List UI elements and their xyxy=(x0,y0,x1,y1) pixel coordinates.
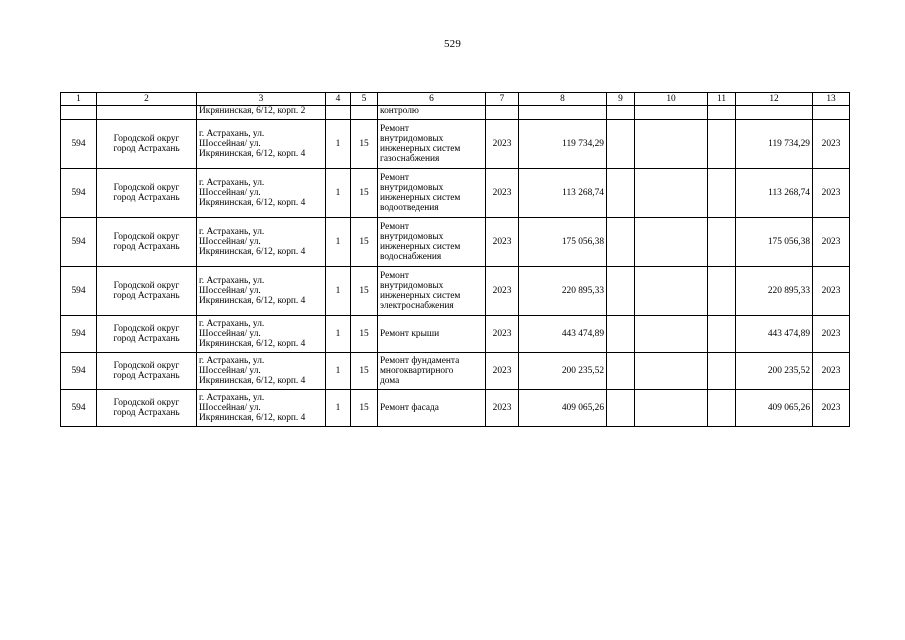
row-year-end: 2023 xyxy=(813,316,850,353)
row-cost-total: 200 235,52 xyxy=(736,353,813,390)
row-cost: 113 268,74 xyxy=(519,169,607,218)
row-col4: 1 xyxy=(326,316,351,353)
row-municipality xyxy=(97,316,197,353)
row-col9 xyxy=(607,267,635,316)
address-line: Шоссейная/ ул. xyxy=(199,138,261,149)
address-line: Шоссейная/ ул. xyxy=(199,365,261,376)
address-line: Икрянинская, 6/12, корп. 4 xyxy=(199,198,306,209)
row-col5: 15 xyxy=(351,353,378,390)
work-type-line: внутридомовых xyxy=(380,182,444,193)
address-line: г. Астрахань, ул. xyxy=(199,318,265,329)
work-type-line: многоквартирного xyxy=(380,365,454,376)
work-type-line: Ремонт xyxy=(380,123,409,134)
table-row xyxy=(61,353,850,390)
address-line: Икрянинская, 6/12, корп. 4 xyxy=(199,296,306,307)
row-id: 594 xyxy=(61,120,97,169)
row-col10 xyxy=(635,169,708,218)
work-type-line: внутридомовых xyxy=(380,280,444,291)
row-address xyxy=(197,390,326,427)
row-id: 594 xyxy=(61,316,97,353)
municipality-line: город Астрахань xyxy=(113,371,180,381)
column-number-5: 5 xyxy=(351,93,378,106)
row-work-type xyxy=(378,218,486,267)
row-col9 xyxy=(607,120,635,169)
table-row xyxy=(61,218,850,267)
row-year-end: 2023 xyxy=(813,267,850,316)
column-number-row xyxy=(61,93,850,106)
address-line: Икрянинская, 6/12, корп. 4 xyxy=(199,247,306,258)
work-type-line: Ремонт xyxy=(380,221,409,232)
row-id: 594 xyxy=(61,218,97,267)
row-cost-total: 175 056,38 xyxy=(736,218,813,267)
page-number: 529 xyxy=(443,38,462,50)
address-line: Икрянинская, 6/12, корп. 4 xyxy=(199,413,306,424)
column-number-9: 9 xyxy=(607,93,635,106)
row-col10 xyxy=(635,218,708,267)
address-line: Шоссейная/ ул. xyxy=(199,328,261,339)
row-year: 2023 xyxy=(486,267,519,316)
municipality-line: Городской округ xyxy=(113,280,180,291)
row-col10 xyxy=(635,353,708,390)
row-municipality xyxy=(97,353,197,390)
column-number-13: 13 xyxy=(813,93,850,106)
municipality-line: Городской округ xyxy=(113,360,180,371)
row-year: 2023 xyxy=(486,218,519,267)
row-cost-total: 113 268,74 xyxy=(736,169,813,218)
row-col11 xyxy=(708,390,736,427)
row-year-end: 2023 xyxy=(813,218,850,267)
table-row xyxy=(61,390,850,427)
row-year: 2023 xyxy=(486,390,519,427)
work-type-line: инженерных систем xyxy=(380,242,461,252)
row-col5: 15 xyxy=(351,316,378,353)
row-year-end: 2023 xyxy=(813,169,850,218)
row-year: 2023 xyxy=(486,169,519,218)
municipality-line: Городской округ xyxy=(113,397,180,408)
row-cost: 119 734,29 xyxy=(519,120,607,169)
municipality-line: Городской округ xyxy=(113,133,180,144)
table-row xyxy=(61,169,850,218)
row-year: 2023 xyxy=(486,316,519,353)
row-cost-total: 443 474,89 xyxy=(736,316,813,353)
work-type-line: водоотведения xyxy=(380,203,439,214)
row-col4: 1 xyxy=(326,267,351,316)
row-cost-total: 119 734,29 xyxy=(736,120,813,169)
column-number-11: 11 xyxy=(708,93,736,106)
municipality-line: город Астрахань xyxy=(113,242,180,252)
column-number-1: 1 xyxy=(61,93,97,106)
row-col4: 1 xyxy=(326,218,351,267)
address-line: г. Астрахань, ул. xyxy=(199,355,265,366)
row-col11 xyxy=(708,316,736,353)
row-col11 xyxy=(708,218,736,267)
row-col5: 15 xyxy=(351,390,378,427)
column-number-10: 10 xyxy=(635,93,708,106)
row-cost: 175 056,38 xyxy=(519,218,607,267)
work-type-line: инженерных систем xyxy=(380,291,461,301)
row-col9 xyxy=(607,218,635,267)
column-number-4: 4 xyxy=(326,93,351,106)
table-row xyxy=(61,267,850,316)
address-line: г. Астрахань, ул. xyxy=(199,177,265,188)
address-line: Икрянинская, 6/12, корп. 4 xyxy=(199,376,306,387)
row-col9 xyxy=(607,353,635,390)
row-municipality xyxy=(97,267,197,316)
row-id: 594 xyxy=(61,390,97,427)
municipality-line: город Астрахань xyxy=(113,144,180,154)
row-municipality xyxy=(97,169,197,218)
row-col11 xyxy=(708,169,736,218)
work-type-line: внутридомовых xyxy=(380,133,444,144)
row-col4: 1 xyxy=(326,390,351,427)
row-address xyxy=(197,316,326,353)
row-col11 xyxy=(708,120,736,169)
row-address xyxy=(197,353,326,390)
row-year-end: 2023 xyxy=(813,353,850,390)
row-year-end: 2023 xyxy=(813,120,850,169)
row-col4: 1 xyxy=(326,120,351,169)
row-col5: 15 xyxy=(351,218,378,267)
work-type-line: Ремонт xyxy=(380,270,409,281)
table-row xyxy=(61,316,850,353)
row-address xyxy=(197,120,326,169)
row-work-type xyxy=(378,353,486,390)
row-col11 xyxy=(708,353,736,390)
municipality-line: Городской округ xyxy=(113,182,180,193)
row-cost: 409 065,26 xyxy=(519,390,607,427)
municipality-line: город Астрахань xyxy=(113,291,180,301)
row-year: 2023 xyxy=(486,120,519,169)
table-row xyxy=(61,120,850,169)
row-cost: 443 474,89 xyxy=(519,316,607,353)
continuation-row xyxy=(61,106,850,120)
work-type-line: инженерных систем xyxy=(380,193,461,203)
work-type-line: газоснабжения xyxy=(380,154,440,165)
row-work-type xyxy=(378,120,486,169)
work-type-line: электроснабжения xyxy=(380,301,454,312)
row-col10 xyxy=(635,390,708,427)
row-col11 xyxy=(708,267,736,316)
row-col4: 1 xyxy=(326,353,351,390)
row-work-type xyxy=(378,316,486,353)
address-line: Шоссейная/ ул. xyxy=(199,285,261,296)
address-line: г. Астрахань, ул. xyxy=(199,128,265,139)
row-cost: 220 895,33 xyxy=(519,267,607,316)
column-number-3: 3 xyxy=(197,93,326,106)
row-id: 594 xyxy=(61,267,97,316)
row-id: 594 xyxy=(61,169,97,218)
row-work-type xyxy=(378,390,486,427)
column-number-2: 2 xyxy=(97,93,197,106)
work-type-line: Ремонт крыши xyxy=(380,328,440,339)
municipality-line: город Астрахань xyxy=(113,408,180,418)
municipality-line: город Астрахань xyxy=(113,334,180,344)
municipality-line: Городской округ xyxy=(113,231,180,242)
column-number-12: 12 xyxy=(736,93,813,106)
address-line: г. Астрахань, ул. xyxy=(199,275,265,286)
repair-program-table xyxy=(60,92,850,427)
row-col5: 15 xyxy=(351,120,378,169)
row-col9 xyxy=(607,390,635,427)
work-type-line: Ремонт фундамента xyxy=(380,355,460,366)
row-col10 xyxy=(635,316,708,353)
row-address xyxy=(197,169,326,218)
row-municipality xyxy=(97,390,197,427)
row-cost-total: 220 895,33 xyxy=(736,267,813,316)
column-number-6: 6 xyxy=(378,93,486,106)
row-year: 2023 xyxy=(486,353,519,390)
address-line: г. Астрахань, ул. xyxy=(199,392,265,403)
address-line: Шоссейная/ ул. xyxy=(199,236,261,247)
work-type-line: дома xyxy=(380,376,400,387)
column-number-7: 7 xyxy=(486,93,519,106)
work-type-line: Ремонт фасада xyxy=(380,402,439,413)
row-col4: 1 xyxy=(326,169,351,218)
row-municipality xyxy=(97,120,197,169)
row-col10 xyxy=(635,267,708,316)
work-type-line: водоснабжения xyxy=(380,252,442,263)
row-col9 xyxy=(607,316,635,353)
work-type-line: Ремонт xyxy=(380,172,409,183)
continuation-work-type: контролю xyxy=(378,106,486,120)
municipality-line: город Астрахань xyxy=(113,193,180,203)
continuation-address: Икрянинская, 6/12, корп. 2 xyxy=(197,106,326,120)
row-cost-total: 409 065,26 xyxy=(736,390,813,427)
row-id: 594 xyxy=(61,353,97,390)
address-line: Шоссейная/ ул. xyxy=(199,187,261,198)
address-line: Икрянинская, 6/12, корп. 4 xyxy=(199,339,306,350)
column-number-8: 8 xyxy=(519,93,607,106)
row-year-end: 2023 xyxy=(813,390,850,427)
row-work-type xyxy=(378,169,486,218)
row-municipality xyxy=(97,218,197,267)
row-col10 xyxy=(635,120,708,169)
address-line: Шоссейная/ ул. xyxy=(199,402,261,413)
work-type-line: внутридомовых xyxy=(380,231,444,242)
address-line: Икрянинская, 6/12, корп. 4 xyxy=(199,149,306,160)
row-cost: 200 235,52 xyxy=(519,353,607,390)
row-col5: 15 xyxy=(351,169,378,218)
municipality-line: Городской округ xyxy=(113,323,180,334)
address-line: г. Астрахань, ул. xyxy=(199,226,265,237)
work-type-line: инженерных систем xyxy=(380,144,461,154)
row-col5: 15 xyxy=(351,267,378,316)
row-address xyxy=(197,267,326,316)
row-col9 xyxy=(607,169,635,218)
row-address xyxy=(197,218,326,267)
row-work-type xyxy=(378,267,486,316)
